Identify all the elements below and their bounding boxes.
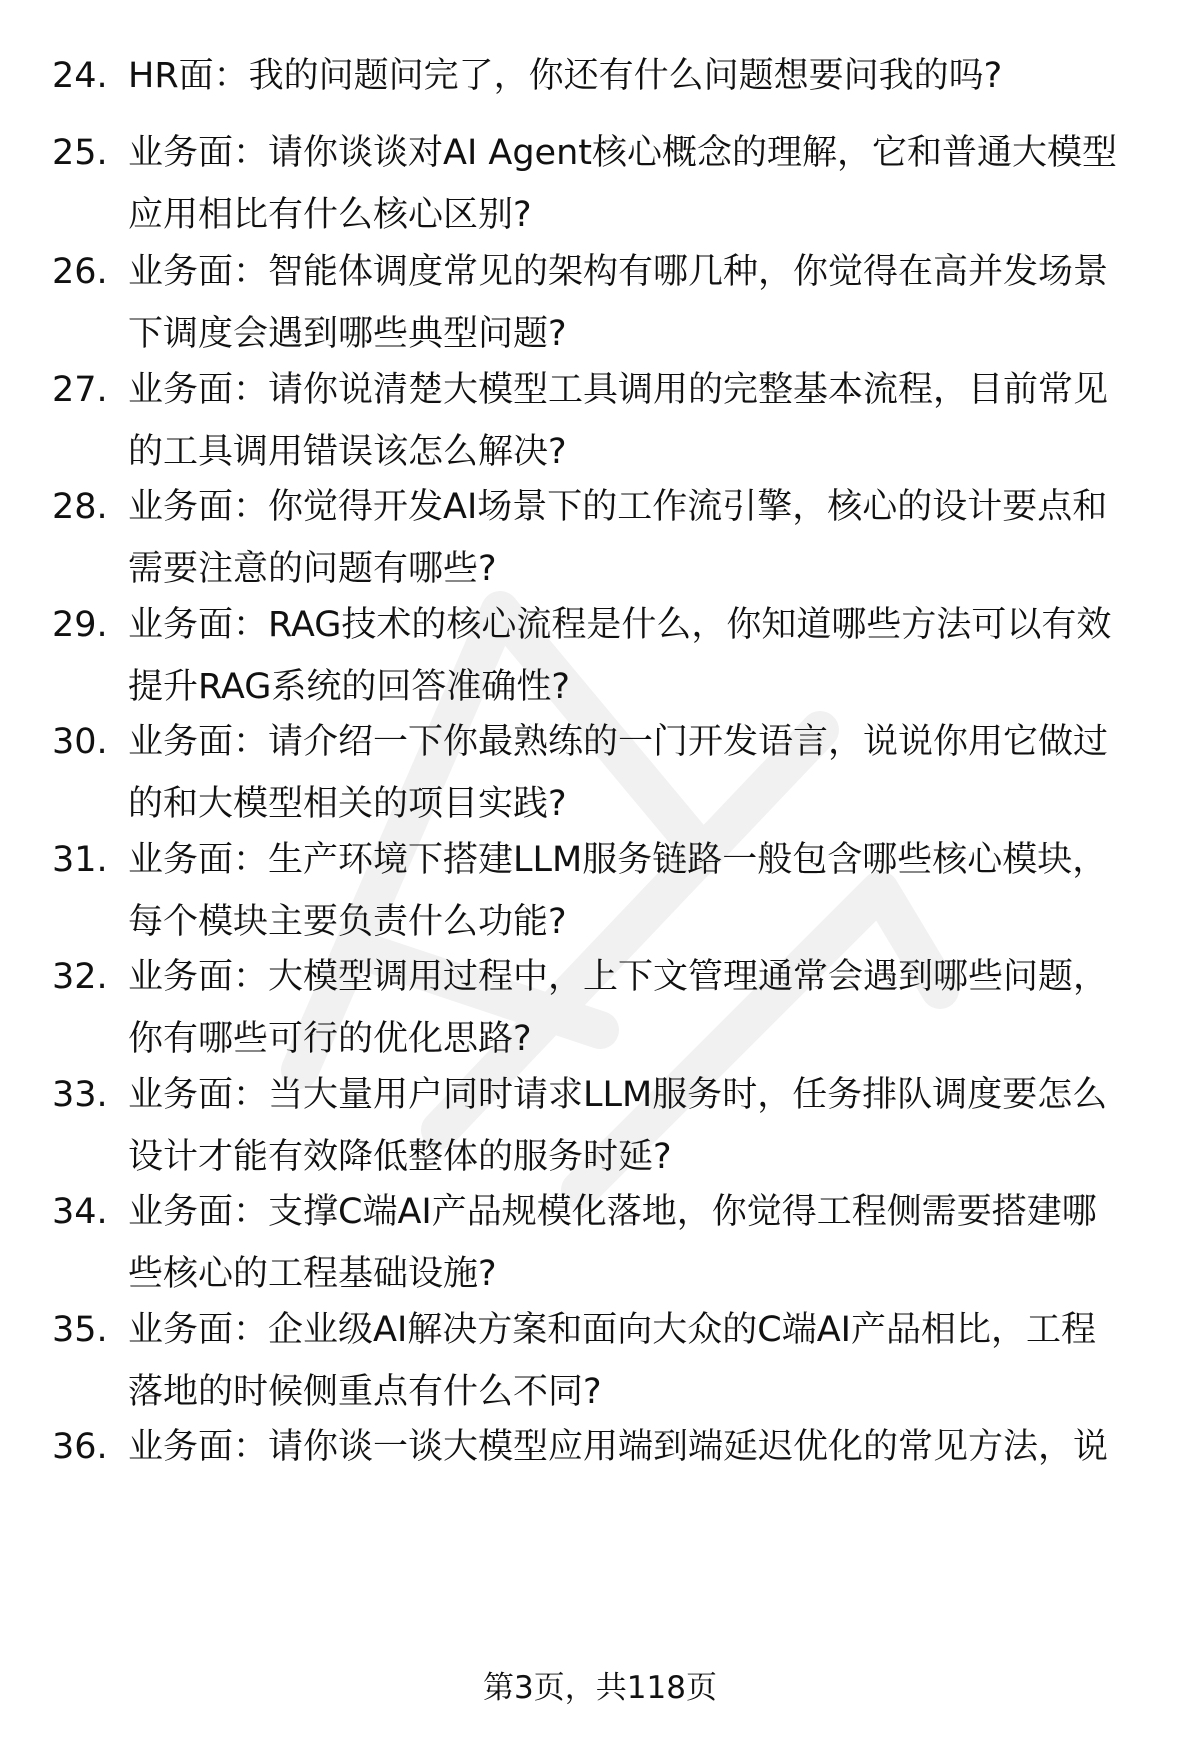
question-text: 业务面：请你谈谈对AI Agent核心概念的理解，它和普通大模型 应用相比有什么核心区别?	[128, 133, 1117, 235]
question-number: 29.	[52, 605, 108, 645]
question-number: 33.	[52, 1075, 108, 1115]
question-text: 业务面：请介绍一下你最熟练的一门开发语言，说说你用它做过 的和大模型相关的项目实践?	[128, 722, 1109, 824]
question-text: 业务面：大模型调用过程中，上下文管理通常会遇到哪些问题， 你有哪些可行的优化思路?	[128, 957, 1109, 1059]
question-text: 业务面：RAG技术的核心流程是什么，你知道哪些方法可以有效 提升RAG系统的回答准确性?	[128, 605, 1112, 707]
question-number: 28.	[52, 487, 108, 527]
question-text: 业务面：你觉得开发AI场景下的工作流引擎，核心的设计要点和 需要注意的问题有哪些?	[128, 487, 1108, 589]
question-number: 36.	[52, 1427, 108, 1467]
question-text: 业务面：智能体调度常见的架构有哪几种，你觉得在高并发场景 下调度会遇到哪些典型问题?	[128, 252, 1109, 354]
page-footer: 第3页，共118页	[483, 1670, 717, 1706]
question-number: 34.	[52, 1192, 108, 1232]
question-number: 35.	[52, 1310, 108, 1350]
question-number: 31.	[52, 840, 108, 880]
question-number: 25.	[52, 133, 108, 173]
question-number: 24.	[52, 56, 108, 96]
question-number: 27.	[52, 370, 108, 410]
question-text: HR面：我的问题问完了，你还有什么问题想要问我的吗?	[128, 56, 1003, 96]
question-number: 30.	[52, 722, 108, 762]
question-text: 业务面：请你说清楚大模型工具调用的完整基本流程，目前常见 的工具调用错误该怎么解决?	[128, 370, 1109, 472]
question-text: 业务面：企业级AI解决方案和面向大众的C端AI产品相比，工程 落地的时候侧重点有什么不同?	[128, 1310, 1096, 1412]
question-text: 业务面：支撑C端AI产品规模化落地，你觉得工程侧需要搭建哪 些核心的工程基础设施?	[128, 1192, 1097, 1294]
question-text: 业务面：请你谈一谈大模型应用端到端延迟优化的常见方法，说	[128, 1427, 1109, 1467]
question-number: 32.	[52, 957, 108, 997]
question-text: 业务面：当大量用户同时请求LLM服务时，任务排队调度要怎么 设计才能有效降低整体的服务时延?	[128, 1075, 1108, 1177]
question-text: 业务面：生产环境下搭建LLM服务链路一般包含哪些核心模块， 每个模块主要负责什么功能?	[128, 840, 1108, 942]
question-number: 26.	[52, 252, 108, 292]
